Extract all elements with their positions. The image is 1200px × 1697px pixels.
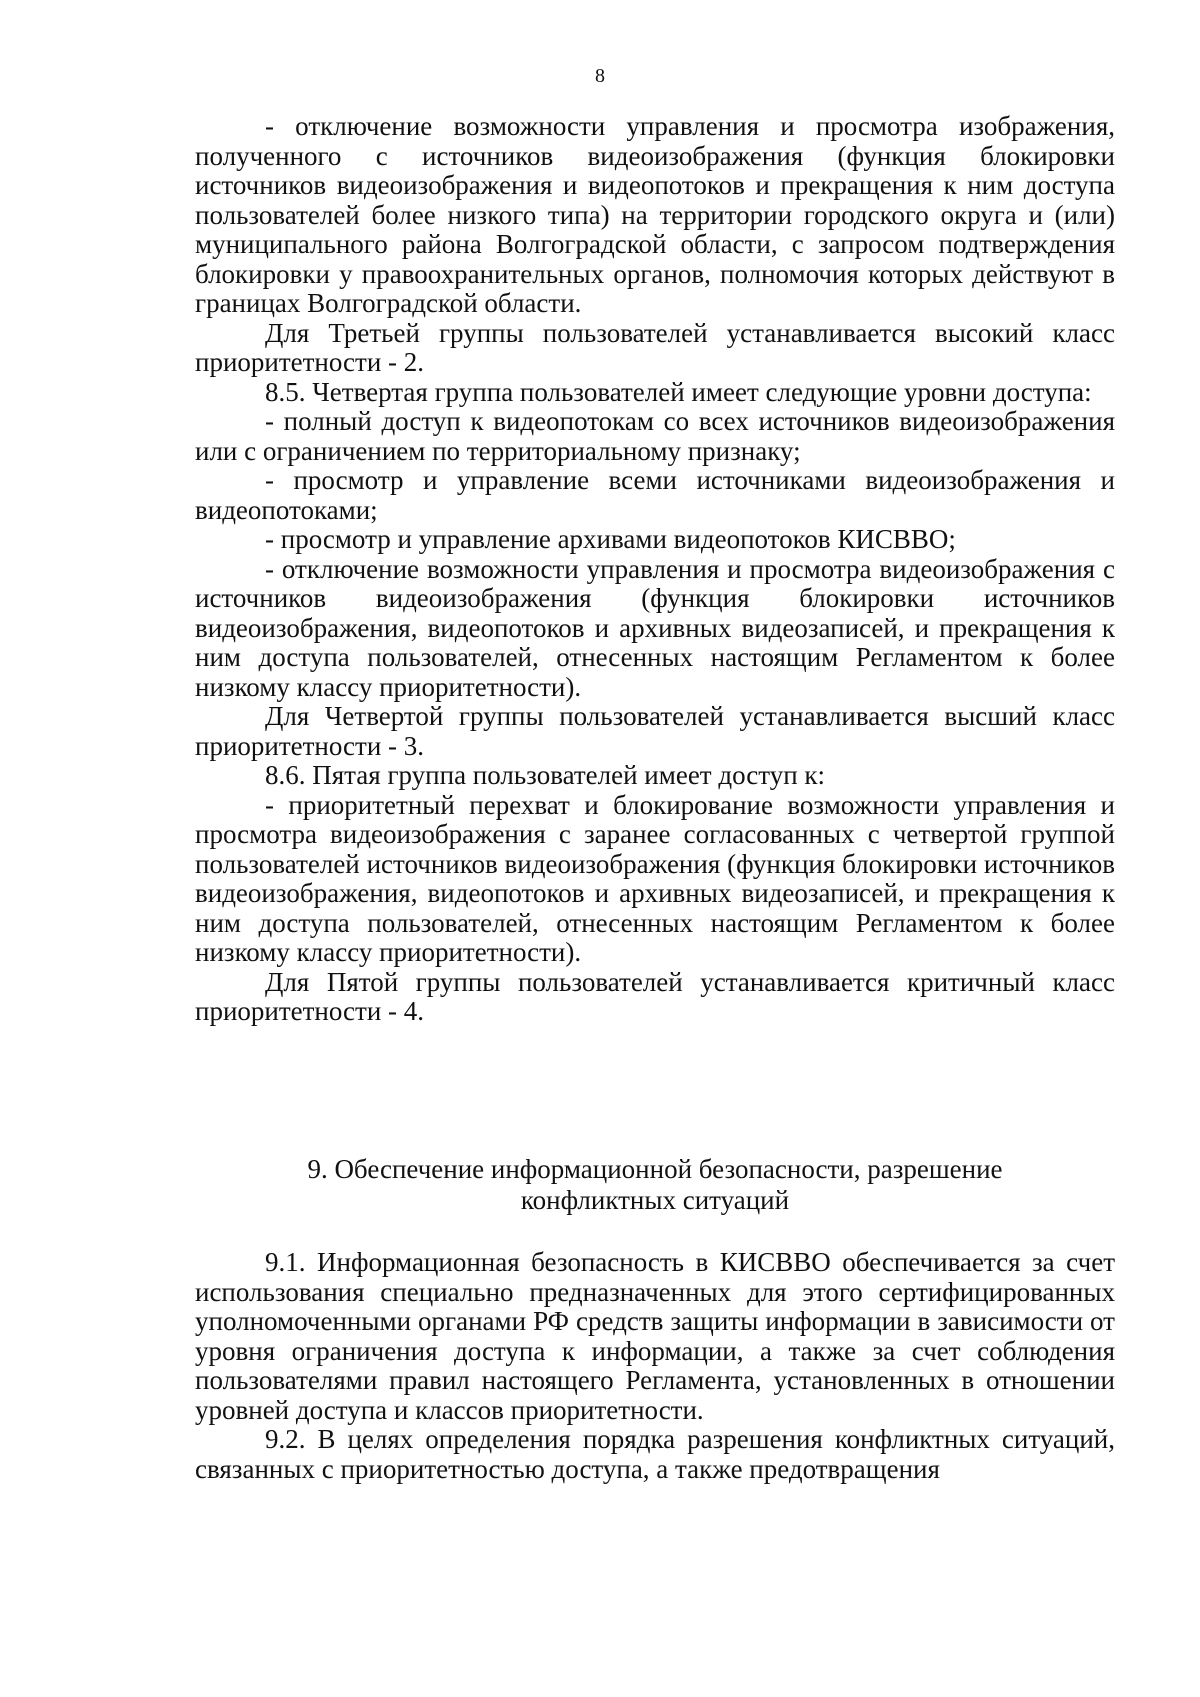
section-heading (195, 1154, 1115, 1216)
paragraph: - отключение возможности управления и просмотра изображения, полученного с источников видеоизображения (функция блокировки источников видеоизображения и видеопотоков и прекращения к ним доступа пользователей более низкого типа) на территории городского округа и (или) муниципального района Волгоградской области, с запросом подтверждения блокировки у правоохранительных органов, полномочия которых действуют в границах Волгоградской области. (195, 111, 1115, 318)
paragraph: Для Четвертой группы пользователей устанавливается высший класс приоритетности - 3. (195, 701, 1115, 761)
section-heading-line: 9. Обеспечение информационной безопасности, разрешение (307, 1154, 1003, 1184)
paragraph-block-top (195, 112, 1115, 1027)
paragraph: - полный доступ к видеопотокам со всех источников видеоизображения или с ограничением по территориальному признаку; (195, 406, 1115, 466)
paragraph: - просмотр и управление всеми источниками видеоизображения и видеопотоками; (195, 465, 1115, 525)
paragraph-block-bottom (195, 1248, 1115, 1484)
paragraph: 8.5. Четвертая группа пользователей имеет следующие уровни доступа: (265, 376, 1092, 407)
paragraph: - приоритетный перехват и блокирование возможности управления и просмотра видеоизображения с заранее согласованных с четвертой группой пользователей источников видеоизображения (функция блокировки источников видеоизображения, видеопотоков и архивных видеозаписей, и прекращения к ним доступа пользователей, отнесенных настоящим Регламентом к более низкому классу приоритетности). (195, 789, 1115, 967)
paragraph: Для Третьей группы пользователей устанавливается высокий класс приоритетности - 2. (195, 317, 1115, 377)
paragraph: Для Пятой группы пользователей устанавливается критичный класс приоритетности - 4. (195, 966, 1115, 1026)
paragraph: 8.6. Пятая группа пользователей имеет доступ к: (265, 760, 826, 790)
paragraph: - просмотр и управление архивами видеопотоков КИСВВО; (265, 524, 956, 554)
paragraph: 9.2. В целях определения порядка разрешения конфликтных ситуаций, связанных с приоритетностью доступа, а также предотвращения (195, 1424, 1115, 1484)
section-heading-line: конфликтных ситуаций (520, 1185, 790, 1215)
paragraph: 9.1. Информационная безопасность в КИСВВО обеспечивается за счет использования специально предназначенных для этого сертифицированных уполномоченными органами РФ средств защиты информации в зависимости от уровня ограничения доступа к информации, а также за счет соблюдения пользователями правил настоящего Регламента, установленных в отношении уровней доступа и классов приоритетности. (195, 1247, 1115, 1425)
paragraph: - отключение возможности управления и просмотра видеоизображения с источников видеоизображения (функция блокировки источников видеоизображения, видеопотоков и архивных видеозаписей, и прекращения к ним доступа пользователей, отнесенных настоящим Регламентом к более низкому классу приоритетности). (195, 553, 1115, 702)
page-number: 8 (595, 65, 605, 87)
